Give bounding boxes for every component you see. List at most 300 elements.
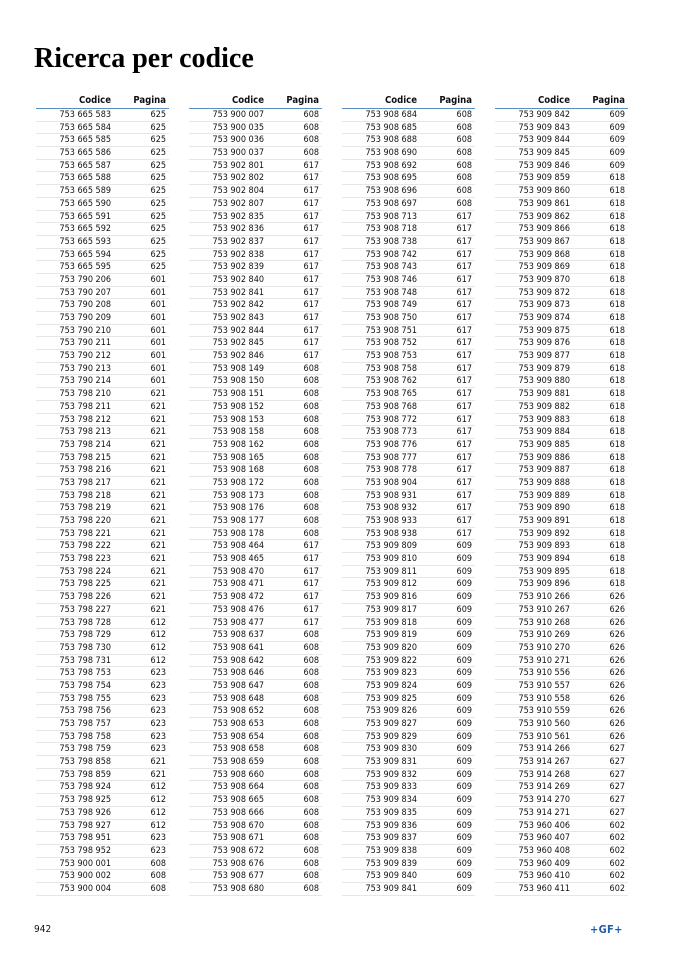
table-row (189, 185, 322, 198)
page-cell: 608 (303, 845, 319, 856)
table-row (36, 172, 169, 185)
code-cell: 753 798 927 (59, 820, 111, 831)
table-row (495, 261, 628, 274)
code-cell: 753 908 665 (212, 795, 264, 806)
page-cell: 608 (456, 148, 472, 159)
code-cell: 753 908 752 (365, 338, 417, 349)
table-row (36, 883, 169, 896)
page-cell: 601 (150, 300, 166, 311)
table-row (342, 769, 475, 782)
page-cell: 617 (303, 579, 319, 590)
code-cell: 753 798 226 (59, 592, 111, 603)
code-cell: 753 908 637 (212, 630, 264, 641)
code-cell: 753 798 926 (59, 807, 111, 818)
table-row (36, 781, 169, 794)
table-row (189, 439, 322, 452)
table-row (342, 807, 475, 820)
table-row (342, 299, 475, 312)
code-cell: 753 798 858 (59, 757, 111, 768)
table-row (36, 604, 169, 617)
page-cell: 621 (150, 604, 166, 615)
code-cell: 753 798 859 (59, 769, 111, 780)
table-row (342, 693, 475, 706)
page-cell: 609 (456, 592, 472, 603)
page-cell: 621 (150, 477, 166, 488)
page-cell: 617 (303, 211, 319, 222)
page-cell: 621 (150, 452, 166, 463)
page-cell: 609 (609, 122, 625, 133)
code-cell: 753 900 035 (212, 122, 264, 133)
code-cell: 753 908 751 (365, 325, 417, 336)
table-row (495, 223, 628, 236)
page-cell: 617 (456, 351, 472, 362)
table-row (36, 325, 169, 338)
page-cell: 626 (609, 655, 625, 666)
page-cell: 618 (609, 579, 625, 590)
table-row (189, 680, 322, 693)
table-row (189, 236, 322, 249)
page-cell: 617 (456, 338, 472, 349)
table-row (36, 743, 169, 756)
page-cell: 617 (456, 389, 472, 400)
code-cell: 753 790 212 (59, 351, 111, 362)
page-cell: 621 (150, 541, 166, 552)
code-cell: 753 908 697 (365, 198, 417, 209)
page-cell: 608 (303, 122, 319, 133)
table-row (342, 667, 475, 680)
code-cell: 753 909 842 (518, 110, 570, 120)
page-cell: 617 (456, 287, 472, 298)
code-cell: 753 798 952 (59, 845, 111, 856)
header-codice: Codice (231, 95, 264, 106)
page-cell: 612 (150, 617, 166, 628)
page-cell: 608 (303, 528, 319, 539)
code-cell: 753 960 407 (518, 833, 570, 844)
code-cell: 753 910 557 (518, 680, 570, 691)
page-cell: 609 (456, 554, 472, 565)
table-row (189, 540, 322, 553)
table-row (495, 617, 628, 630)
page-cell: 625 (150, 173, 166, 184)
table-row (36, 122, 169, 135)
table-row (36, 629, 169, 642)
table-row (36, 452, 169, 465)
code-cell: 753 900 037 (212, 148, 264, 159)
table-row (36, 185, 169, 198)
page-cell: 608 (303, 642, 319, 653)
table-row (36, 249, 169, 262)
page-cell: 618 (609, 516, 625, 526)
page-cell: 626 (609, 592, 625, 603)
page-cell: 621 (150, 516, 166, 526)
table-row (189, 287, 322, 300)
code-cell: 753 790 207 (59, 287, 111, 298)
table-row (495, 426, 628, 439)
page-cell: 608 (303, 820, 319, 831)
table-row (36, 211, 169, 224)
code-cell: 753 908 648 (212, 693, 264, 704)
table-row (342, 223, 475, 236)
page-cell: 627 (609, 782, 625, 793)
code-cell: 753 909 817 (365, 604, 417, 615)
table-row (36, 109, 169, 122)
code-cell: 753 902 846 (212, 351, 264, 362)
table-row (342, 680, 475, 693)
code-cell: 753 908 176 (212, 503, 264, 514)
page-cell: 618 (609, 566, 625, 577)
table-row (36, 490, 169, 503)
page-cell: 608 (456, 198, 472, 209)
code-cell: 753 909 860 (518, 186, 570, 197)
page-cell: 608 (303, 135, 319, 146)
table-row (189, 617, 322, 630)
table-row (495, 477, 628, 490)
table-row (495, 147, 628, 160)
code-cell: 753 908 776 (365, 439, 417, 450)
page-cell: 618 (609, 389, 625, 400)
code-cell: 753 909 859 (518, 173, 570, 184)
code-cell: 753 665 591 (59, 211, 111, 222)
code-cell: 753 665 585 (59, 135, 111, 146)
page-cell: 621 (150, 528, 166, 539)
code-cell: 753 909 831 (365, 757, 417, 768)
code-cell: 753 798 753 (59, 668, 111, 679)
table-row (342, 464, 475, 477)
code-cell: 753 790 209 (59, 313, 111, 323)
table-row (36, 642, 169, 655)
page-cell: 608 (303, 389, 319, 400)
code-cell: 753 665 584 (59, 122, 111, 133)
table-row (495, 566, 628, 579)
code-cell: 753 665 592 (59, 224, 111, 235)
page-cell: 627 (609, 757, 625, 768)
page-cell: 621 (150, 389, 166, 400)
page-cell: 608 (303, 706, 319, 717)
page-cell: 608 (303, 465, 319, 476)
code-cell: 753 908 660 (212, 769, 264, 780)
code-cell: 753 908 165 (212, 452, 264, 463)
code-cell: 753 909 818 (365, 617, 417, 628)
code-cell: 753 960 411 (518, 883, 570, 894)
code-cell: 753 909 890 (518, 503, 570, 514)
code-cell: 753 910 559 (518, 706, 570, 717)
table-row (495, 693, 628, 706)
page-cell: 618 (609, 262, 625, 273)
page-cell: 618 (609, 528, 625, 539)
page-cell: 608 (303, 148, 319, 159)
code-cell: 753 908 777 (365, 452, 417, 463)
header-pagina: Pagina (286, 95, 319, 106)
page-cell: 625 (150, 249, 166, 260)
page-cell: 602 (609, 858, 625, 869)
code-cell: 753 909 812 (365, 579, 417, 590)
page-cell: 601 (150, 274, 166, 285)
code-cell: 753 909 870 (518, 274, 570, 285)
table-row (36, 655, 169, 668)
table-row (342, 287, 475, 300)
table-row (189, 223, 322, 236)
gf-logo: +GF+ (590, 923, 623, 936)
code-cell: 753 909 845 (518, 148, 570, 159)
page-cell: 627 (609, 744, 625, 755)
table-row (342, 832, 475, 845)
code-cell: 753 908 938 (365, 528, 417, 539)
page-cell: 612 (150, 782, 166, 793)
code-cell: 753 902 844 (212, 325, 264, 336)
code-cell: 753 914 271 (518, 807, 570, 818)
code-cell: 753 909 892 (518, 528, 570, 539)
code-cell: 753 908 738 (365, 236, 417, 247)
page-cell: 609 (456, 883, 472, 894)
table-row (495, 743, 628, 756)
table-row (189, 705, 322, 718)
code-cell: 753 908 758 (365, 363, 417, 374)
code-cell: 753 798 222 (59, 541, 111, 552)
code-cell: 753 908 664 (212, 782, 264, 793)
code-cell: 753 908 677 (212, 871, 264, 882)
table-row (189, 375, 322, 388)
page-cell: 608 (303, 401, 319, 412)
column-header (189, 93, 322, 109)
code-cell: 753 910 268 (518, 617, 570, 628)
table-row (189, 769, 322, 782)
page-cell: 617 (456, 414, 472, 425)
table-row (342, 363, 475, 376)
code-cell: 753 798 211 (59, 401, 111, 412)
page-cell: 612 (150, 820, 166, 831)
code-cell: 753 909 835 (365, 807, 417, 818)
code-cell: 753 902 840 (212, 274, 264, 285)
header-codice: Codice (537, 95, 570, 106)
table-row (189, 667, 322, 680)
code-cell: 753 909 862 (518, 211, 570, 222)
page-cell: 621 (150, 566, 166, 577)
code-cell: 753 902 807 (212, 198, 264, 209)
table-row (495, 845, 628, 858)
table-row (189, 820, 322, 833)
table-row (36, 794, 169, 807)
table-row (495, 325, 628, 338)
code-cell: 753 909 872 (518, 287, 570, 298)
code-cell: 753 908 696 (365, 186, 417, 197)
table-row (342, 249, 475, 262)
page-cell: 617 (303, 313, 319, 323)
page-cell: 617 (303, 566, 319, 577)
table-row (495, 134, 628, 147)
page-cell: 625 (150, 135, 166, 146)
table-row (342, 312, 475, 325)
table-row (495, 502, 628, 515)
code-cell: 753 665 593 (59, 236, 111, 247)
page-cell: 617 (456, 249, 472, 260)
table-row (189, 578, 322, 591)
table-row (495, 109, 628, 122)
code-cell: 753 790 213 (59, 363, 111, 374)
page-cell: 608 (303, 452, 319, 463)
table-row (342, 502, 475, 515)
code-cell: 753 909 826 (365, 706, 417, 717)
code-cell: 753 908 692 (365, 160, 417, 171)
page-cell: 618 (609, 414, 625, 425)
table-row (36, 617, 169, 630)
page-cell: 626 (609, 630, 625, 641)
code-cell: 753 908 768 (365, 401, 417, 412)
code-cell: 753 798 728 (59, 617, 111, 628)
code-cell: 753 909 843 (518, 122, 570, 133)
page-cell: 601 (150, 351, 166, 362)
page-cell: 609 (456, 541, 472, 552)
code-cell: 753 798 223 (59, 554, 111, 565)
code-cell: 753 790 211 (59, 338, 111, 349)
table-row (189, 452, 322, 465)
table-row (36, 274, 169, 287)
page-cell: 609 (456, 655, 472, 666)
code-cell: 753 909 882 (518, 401, 570, 412)
table-row (36, 160, 169, 173)
table-row (189, 109, 322, 122)
page-cell: 617 (303, 274, 319, 285)
code-cell: 753 790 206 (59, 274, 111, 285)
page-cell: 608 (303, 427, 319, 438)
code-cell: 753 902 839 (212, 262, 264, 273)
code-cell: 753 908 471 (212, 579, 264, 590)
code-cell: 753 909 822 (365, 655, 417, 666)
table-row (36, 731, 169, 744)
page-cell: 625 (150, 224, 166, 235)
page-cell: 609 (456, 858, 472, 869)
code-cell: 753 909 889 (518, 490, 570, 501)
code-cell: 753 665 595 (59, 262, 111, 273)
code-cell: 753 909 893 (518, 541, 570, 552)
table-row (36, 261, 169, 274)
header-pagina: Pagina (133, 95, 166, 106)
column-header (342, 93, 475, 109)
code-cell: 753 909 844 (518, 135, 570, 146)
table-row (495, 515, 628, 528)
page-cell: 608 (456, 110, 472, 120)
code-cell: 753 909 819 (365, 630, 417, 641)
table-row (189, 134, 322, 147)
table-row (342, 274, 475, 287)
page-cell: 609 (456, 642, 472, 653)
table-row (342, 617, 475, 630)
page-cell: 617 (303, 262, 319, 273)
page-cell: 609 (456, 833, 472, 844)
code-cell: 753 908 676 (212, 858, 264, 869)
table-row (189, 794, 322, 807)
page-cell: 617 (456, 262, 472, 273)
table-row (36, 299, 169, 312)
page-cell: 618 (609, 325, 625, 336)
code-cell: 753 798 227 (59, 604, 111, 615)
index-column (189, 93, 322, 896)
code-cell: 753 790 214 (59, 376, 111, 387)
page-cell: 608 (303, 858, 319, 869)
table-row (495, 375, 628, 388)
code-cell: 753 909 888 (518, 477, 570, 488)
table-row (36, 439, 169, 452)
code-cell: 753 909 880 (518, 376, 570, 387)
page-cell: 602 (609, 845, 625, 856)
page-cell: 617 (456, 452, 472, 463)
table-row (342, 261, 475, 274)
table-row (342, 870, 475, 883)
page-cell: 608 (456, 160, 472, 171)
code-cell: 753 909 832 (365, 769, 417, 780)
page-cell: 608 (303, 668, 319, 679)
code-cell: 753 909 895 (518, 566, 570, 577)
page-cell: 608 (303, 744, 319, 755)
page-cell: 608 (456, 186, 472, 197)
page-cell: 623 (150, 668, 166, 679)
code-cell: 753 798 225 (59, 579, 111, 590)
page-cell: 623 (150, 731, 166, 742)
table-row (189, 629, 322, 642)
table-row (36, 667, 169, 680)
header-pagina: Pagina (592, 95, 625, 106)
code-cell: 753 665 590 (59, 198, 111, 209)
code-cell: 753 798 219 (59, 503, 111, 514)
code-cell: 753 909 809 (365, 541, 417, 552)
table-row (342, 845, 475, 858)
table-row (36, 515, 169, 528)
code-cell: 753 910 556 (518, 668, 570, 679)
table-row (36, 464, 169, 477)
page-cell: 608 (150, 858, 166, 869)
code-cell: 753 902 841 (212, 287, 264, 298)
page-cell: 609 (456, 719, 472, 729)
page-cell: 618 (609, 300, 625, 311)
page-cell: 608 (303, 871, 319, 882)
table-row (495, 160, 628, 173)
table-row (342, 743, 475, 756)
code-cell: 753 910 560 (518, 719, 570, 729)
code-cell: 753 900 004 (59, 883, 111, 894)
page-cell: 623 (150, 680, 166, 691)
table-row (36, 350, 169, 363)
page-cell: 621 (150, 439, 166, 450)
header-pagina: Pagina (439, 95, 472, 106)
page-cell: 602 (609, 883, 625, 894)
code-cell: 753 902 835 (212, 211, 264, 222)
page-cell: 618 (609, 236, 625, 247)
table-row (189, 147, 322, 160)
page-cell: 617 (456, 363, 472, 374)
table-row (189, 464, 322, 477)
table-row (36, 591, 169, 604)
code-cell: 753 909 875 (518, 325, 570, 336)
page-cell: 608 (150, 871, 166, 882)
table-row (342, 756, 475, 769)
code-cell: 753 798 215 (59, 452, 111, 463)
code-cell: 753 908 688 (365, 135, 417, 146)
code-cell: 753 909 839 (365, 858, 417, 869)
page-cell: 618 (609, 211, 625, 222)
page-cell: 601 (150, 376, 166, 387)
code-cell: 753 900 001 (59, 858, 111, 869)
table-row (342, 325, 475, 338)
code-cell: 753 798 758 (59, 731, 111, 742)
code-cell: 753 790 210 (59, 325, 111, 336)
table-row (189, 604, 322, 617)
code-cell: 753 908 658 (212, 744, 264, 755)
table-row (342, 604, 475, 617)
page-cell: 618 (609, 173, 625, 184)
table-row (495, 452, 628, 465)
page-cell: 608 (456, 135, 472, 146)
page-cell: 625 (150, 262, 166, 273)
page-cell: 618 (609, 287, 625, 298)
